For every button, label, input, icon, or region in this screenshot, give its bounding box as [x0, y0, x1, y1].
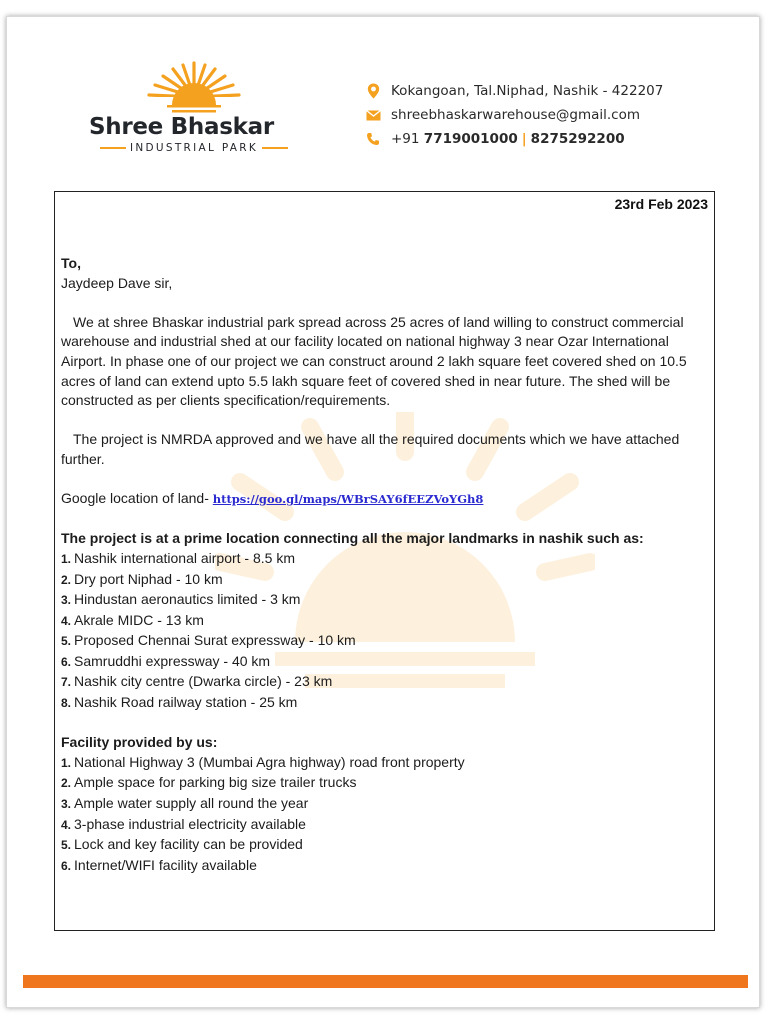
letter-date: 23rd Feb 2023: [614, 196, 708, 212]
address-text: Kokangoan, Tal.Niphad, Nashik - 422207: [391, 83, 664, 99]
list-number: 5.: [61, 838, 72, 853]
tagline-dash-right: [262, 147, 288, 149]
list-number: 1.: [61, 755, 72, 770]
landmarks-heading: The project is at a prime location connecting all the major landmarks in nashik such as:: [61, 530, 644, 547]
phone-number-1[interactable]: 7719001000: [423, 131, 518, 147]
tagline-text: INDUSTRIAL PARK: [129, 142, 259, 154]
list-text: Lock and key facility can be provided: [74, 836, 303, 853]
list-number: 7.: [61, 675, 72, 690]
list-text: Nashik city centre (Dwarka circle) - 23 km: [74, 673, 333, 690]
location-label: Google location of land-: [61, 490, 209, 507]
list-text: Ample water supply all round the year: [74, 795, 309, 812]
list-text: National Highway 3 (Mumbai Agra highway) road front property: [74, 753, 465, 770]
list-item: [61, 631, 709, 652]
list-number: 5.: [61, 634, 72, 649]
list-number: 2.: [61, 776, 72, 791]
contact-info: [365, 79, 663, 151]
phone-separator: |: [521, 131, 527, 147]
list-number: 6.: [61, 654, 72, 669]
list-item: [61, 794, 709, 815]
tagline-dash-left: [100, 147, 126, 149]
list-item: [61, 693, 709, 714]
list-text: Internet/WIFI facility available: [74, 856, 257, 873]
list-item: [61, 835, 709, 856]
list-number: 4.: [61, 613, 72, 628]
list-text: Ample space for parking big size trailer trucks: [74, 774, 357, 791]
list-text: Hindustan aeronautics limited - 3 km: [74, 591, 301, 608]
list-text: Akrale MIDC - 13 km: [74, 611, 204, 628]
phone-icon: [365, 131, 381, 147]
list-number: 1.: [61, 551, 72, 566]
map-link[interactable]: https://goo.gl/maps/WBrSAY6fEEZVoYGh8: [212, 492, 484, 507]
list-item: [61, 773, 709, 794]
list-number: 8.: [61, 696, 72, 711]
list-number: 4.: [61, 817, 72, 832]
facilities-list: [61, 753, 709, 877]
list-text: Samruddhi expressway - 40 km: [74, 652, 271, 669]
sun-logo-icon: [139, 59, 249, 115]
list-item: [61, 590, 709, 611]
envelope-icon: [365, 107, 381, 123]
phone-prefix: +91: [391, 131, 420, 147]
footer-bar: [23, 975, 748, 988]
list-number: 3.: [61, 593, 72, 608]
list-item: [61, 856, 709, 877]
approval-paragraph: The project is NMRDA approved and we have all the required documents which we have attached further.: [61, 431, 680, 467]
phone-number-2[interactable]: 8275292200: [530, 131, 625, 147]
company-logo: [89, 59, 309, 179]
letterhead-page: [6, 16, 760, 1008]
address-row: [365, 79, 663, 103]
salutation-to: To,: [61, 255, 81, 271]
list-number: 3.: [61, 797, 72, 812]
letter-body: [61, 254, 709, 876]
list-text: Nashik Road railway station - 25 km: [74, 694, 298, 711]
recipient-name: Jaydeep Dave sir,: [61, 274, 173, 291]
facilities-heading: Facility provided by us:: [61, 734, 218, 751]
list-item: [61, 753, 709, 774]
location-pin-icon: [365, 83, 381, 99]
company-tagline: [89, 142, 299, 154]
list-text: Proposed Chennai Surat expressway - 10 km: [74, 632, 356, 649]
list-text: 3-phase industrial electricity available: [74, 815, 306, 832]
list-item: [61, 611, 709, 632]
list-item: [61, 672, 709, 693]
intro-paragraph: We at shree Bhaskar industrial park spread across 25 acres of land willing to construct commercial warehouse and industrial shed at our facility located on national highway 3 near Ozar International Airport. In phase one of our project we can construct around 2 lakh square feet covered shed on 10.5 acres of land can extend upto 5.5 lakh square feet of covered shed in near future. The shed will be constructed as per clients specification/requirements.: [61, 313, 687, 409]
phone-row: [365, 127, 663, 151]
letter-box: [54, 191, 715, 931]
list-item: [61, 652, 709, 673]
list-text: Nashik international airport - 8.5 km: [74, 549, 296, 566]
landmarks-list: [61, 549, 709, 714]
list-item: [61, 570, 709, 591]
list-item: [61, 549, 709, 570]
list-number: 2.: [61, 572, 72, 587]
list-item: [61, 815, 709, 836]
email-text[interactable]: shreebhaskarwarehouse@gmail.com: [391, 107, 640, 123]
company-name: Shree Bhaskar: [89, 114, 274, 140]
list-number: 6.: [61, 858, 72, 873]
email-row: [365, 103, 663, 127]
list-text: Dry port Niphad - 10 km: [74, 570, 223, 587]
location-line: [61, 489, 709, 510]
